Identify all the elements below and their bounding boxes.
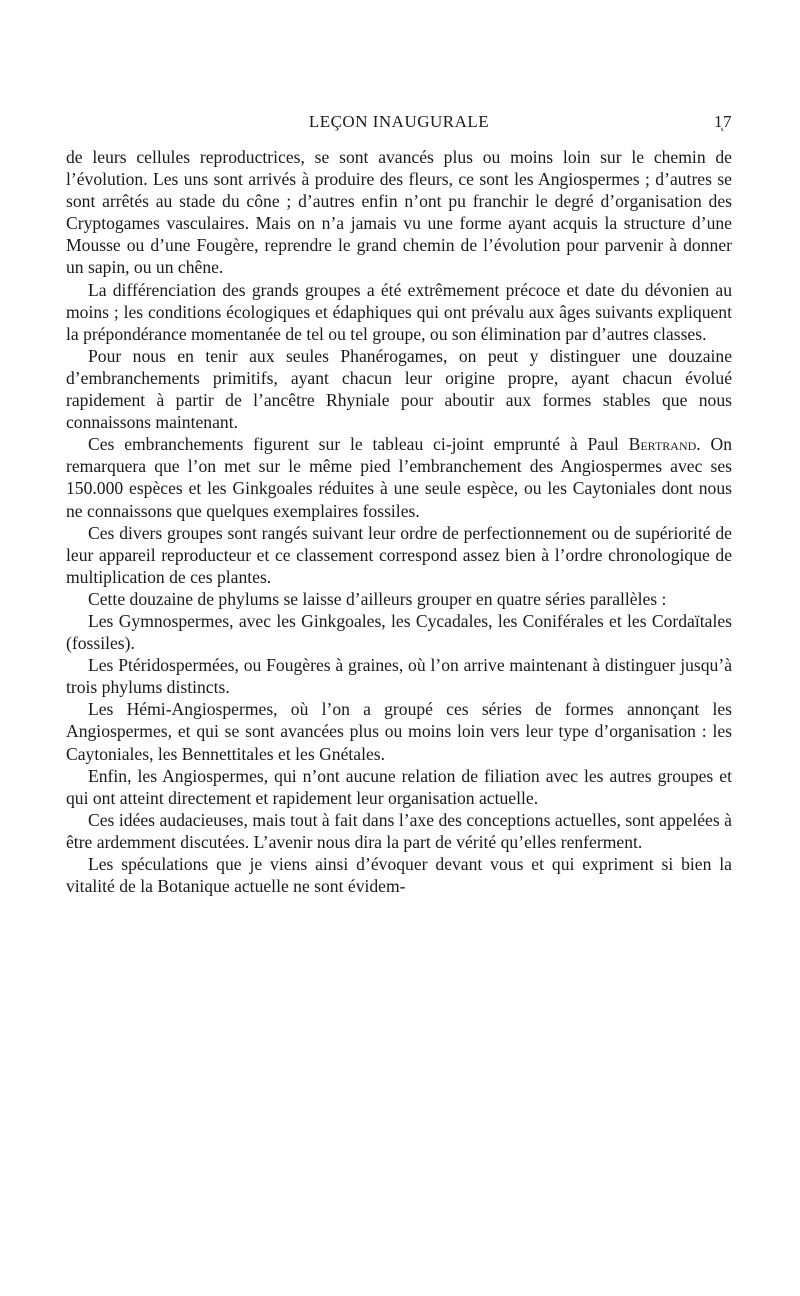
paragraph-4 bbox=[66, 433, 732, 521]
paragraph-4-start: Ces embranchements figurent sur le tableau ci-joint emprunté à Paul bbox=[88, 434, 629, 455]
paragraph-4-end: . On remarquera que l’on met sur le même pied l’embranchement des Angiospermes avec ses 150.000 espèces et les Ginkgoales réduites à une seule espèce, ou les Caytoniales dont nous ne connaissons que quelques exemplaires fossiles. bbox=[66, 434, 732, 521]
page-header bbox=[66, 112, 732, 136]
paragraph-1: de leurs cellules reproductrices, se sont avancés plus ou moins loin sur le chemin de l’évolution. Les uns sont arrivés à produire des fleurs, ce sont les Angiospermes ; d’autres se sont arrêtés au stade du cône ; d’autres enfin n’ont pu franchir le degré d’organisation des Cryptogames vasculaires. Mais on n’a jamais vu une forme ayant acquis la structure d’une Mousse ou d’une Fougère, reprendre le grand chemin de l’évolution pour parvenir à donner un sapin, ou un chêne. bbox=[66, 147, 732, 278]
author-name: Bertrand bbox=[628, 434, 697, 455]
paragraph-12: Les spéculations que je viens ainsi d’évoquer devant vous et qui expriment si bien la vitalité de la Botanique actuelle ne sont évidem- bbox=[66, 854, 732, 897]
paragraph-6: Cette douzaine de phylums se laisse d’ailleurs grouper en quatre séries parallèles : bbox=[88, 588, 667, 609]
running-title: LEÇON INAUGURALE bbox=[308, 112, 490, 131]
paragraph-11: Ces idées audacieuses, mais tout à fait dans l’axe des conceptions actuelles, sont appelées à être ardemment discutées. L’avenir nous dira la part de vérité qu’elles renferment. bbox=[66, 809, 732, 852]
page-number: 1ͅ7 bbox=[714, 112, 732, 131]
paragraph-2: La différenciation des grands groupes a été extrêmement précoce et date du dévonien au moins ; les conditions écologiques et édaphiques qui ont prévalu aux âges suivants expliquent la prépondérance momentanée de tel ou tel groupe, ou son élimination par d’autres classes. bbox=[66, 279, 732, 344]
paragraph-9: Les Hémi-Angiospermes, où l’on a groupé ces séries de formes annonçant les Angiospermes, et qui se sont avancées plus ou moins loin vers leur type d’organisation : les Caytoniales, les Bennettitales et les Gnétales. bbox=[66, 699, 732, 764]
paragraph-5: Ces divers groupes sont rangés suivant leur ordre de perfectionnement ou de supériorité de leur appareil reproducteur et ce classement correspond assez bien à l’ordre chronologique de multiplication de ces plantes. bbox=[66, 522, 732, 587]
paragraph-8: Les Ptéridospermées, ou Fougères à graines, où l’on arrive maintenant à distinguer jusqu’à trois phylums distincts. bbox=[66, 655, 732, 698]
paragraph-10: Enfin, les Angiospermes, qui n’ont aucune relation de filiation avec les autres groupes et qui ont atteint directement et rapidement leur organisation actuelle. bbox=[66, 765, 732, 808]
paragraph-3: Pour nous en tenir aux seules Phanérogames, on peut y distinguer une douzaine d’embranchements primitifs, ayant chacun leur origine propre, ayant chacun évolué rapidement à partir de l’ancêtre Rhyniale pour aboutir aux formes stables que nous connaissons maintenant. bbox=[66, 345, 732, 433]
body-text bbox=[66, 146, 732, 897]
paragraph-7: Les Gymnospermes, avec les Ginkgoales, les Cycadales, les Coniférales et les Cordaïtales (fossiles). bbox=[66, 610, 732, 654]
